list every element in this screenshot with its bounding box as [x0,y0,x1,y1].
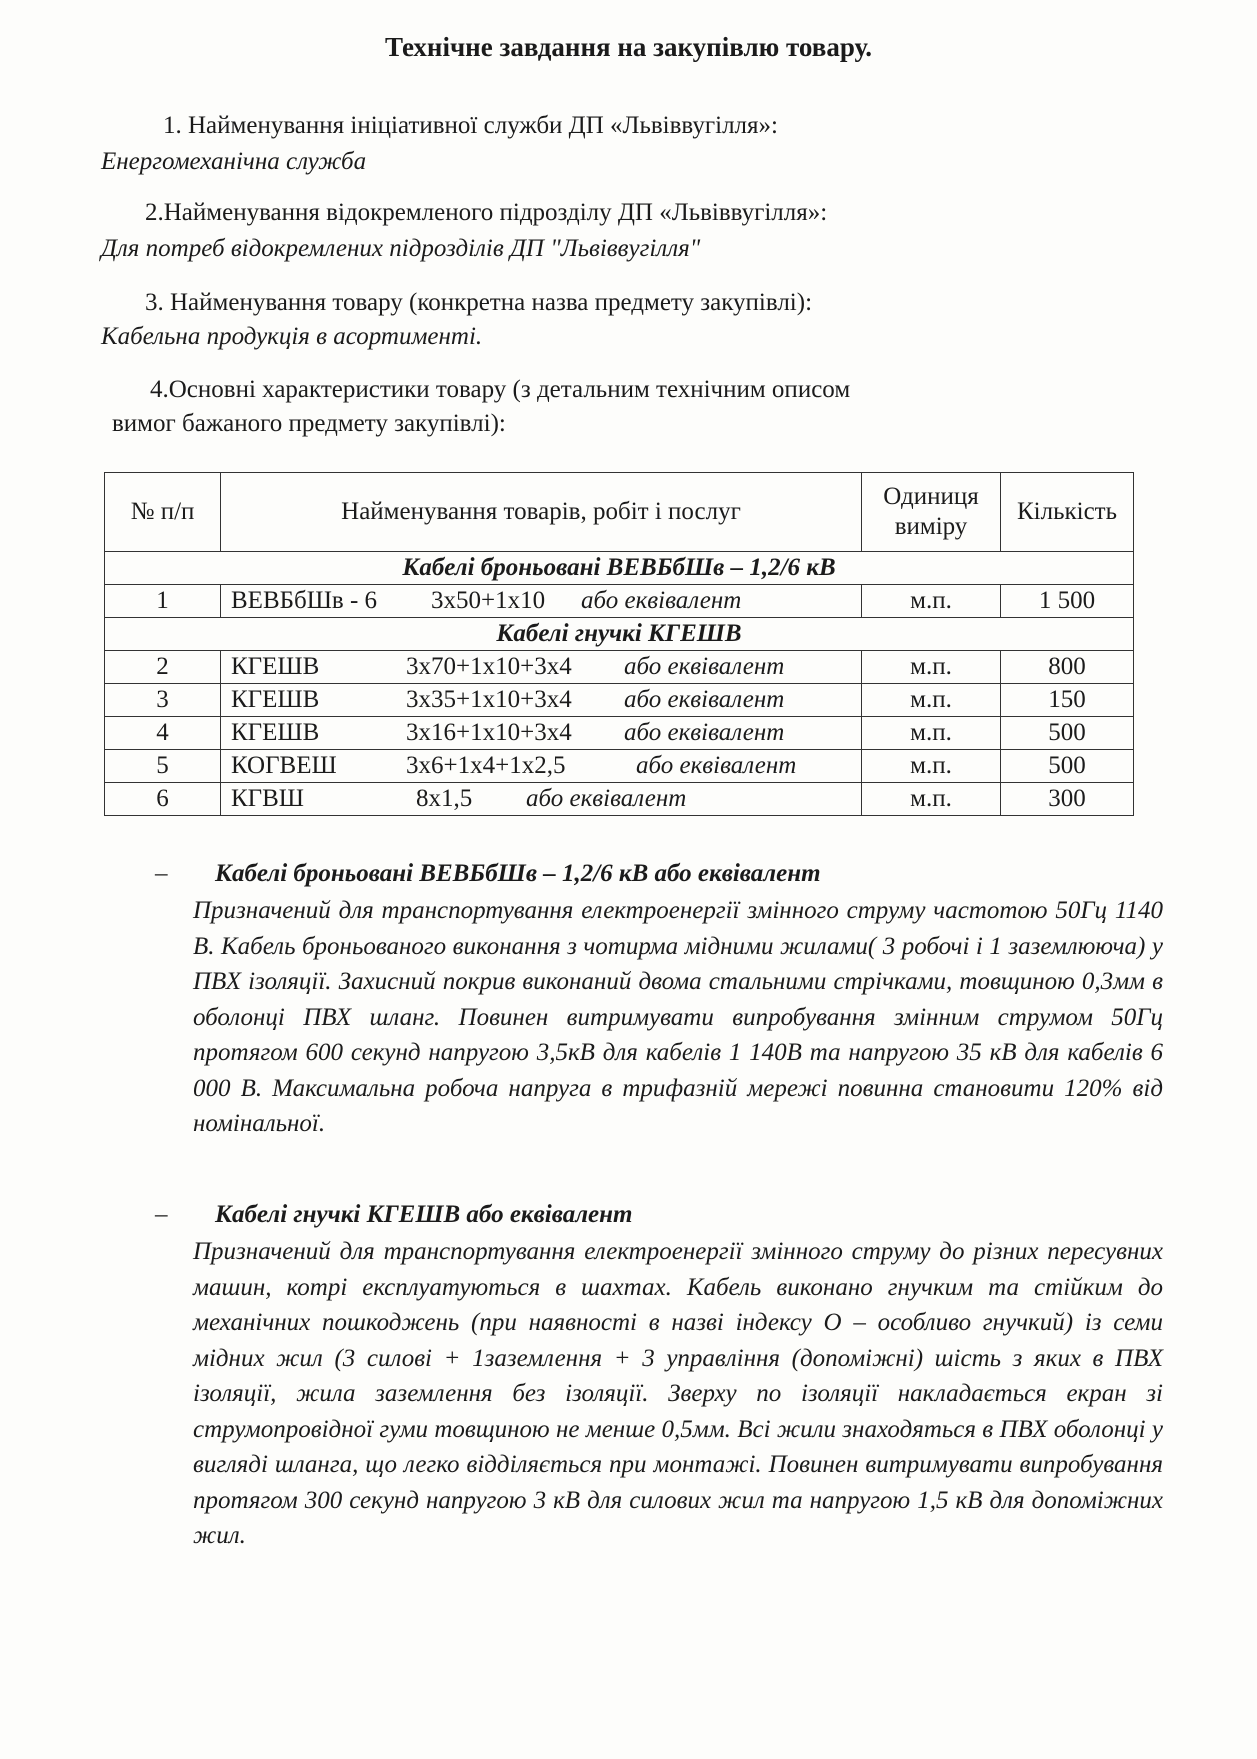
row-num: 3 [105,684,221,717]
row-spec: 8х1,5 [416,785,473,812]
row-qty: 300 [1001,783,1134,816]
row-unit: м.п. [862,783,1001,816]
row-name [221,585,862,618]
bullet-2-text: Призначений для транспортування електроенергії змінного струму до різних пересувних машин, котрі експлуатуються в шахтах. Кабель виконано гнучким та стійким до механічних пошкоджень (при наявності в назві індексу О – особливо гнучкий) із семи мідних жил (3 силові + 1заземлення + 3 управління (допоміжні) шість з яких в ПВХ ізоляції, жила заземлення без ізоляції. Зверху по ізоляції накладається екран зі струмопровідної гуми товщиною не менше 0,5мм. Всі жили знаходяться в ПВХ оболонці у вигляді шланга, що легко відділяється при монтажі. Повинен витримувати випробування протягом 300 секунд напругою 3 кВ для силових жил та напругою 1,5 кВ для допоміжних жил. [193,1238,1163,1549]
section-4-heading-line2: вимог бажаного предмету закупівлі): [112,410,506,437]
header-unit [862,473,1001,552]
header-unit-line2: виміру [894,513,968,540]
row-equiv: або еквівалент [624,686,785,713]
row-num: 5 [105,750,221,783]
row-unit: м.п. [862,750,1001,783]
row-equiv: або еквівалент [526,785,687,812]
bullet-1-dash: – [155,860,168,887]
row-qty: 500 [1001,750,1134,783]
section-1-value: Енергомеханічна служба [101,148,367,175]
section-2-heading: 2.Найменування відокремленого підрозділу ДП «Львіввугілля»: [145,199,828,226]
bullet-2-dash: – [155,1201,168,1228]
row-equiv: або еквівалент [581,587,742,614]
row-unit: м.п. [862,651,1001,684]
row-qty: 1 500 [1001,585,1134,618]
row-unit: м.п. [862,684,1001,717]
row-type: КГЕШВ [231,719,320,746]
row-qty: 800 [1001,651,1134,684]
table-row [105,651,1134,684]
row-equiv: або еквівалент [636,752,797,779]
row-name [221,717,862,750]
table-row [105,585,1134,618]
group-heading-flexible: Кабелі гнучкі КГЕШВ [105,618,1134,651]
row-spec: 3х16+1х10+3х4 [406,719,572,746]
group-row [105,618,1134,651]
row-type: КГЕШВ [231,653,320,680]
header-num: № п/п [105,473,221,552]
table-row [105,684,1134,717]
group-row [105,552,1134,585]
group-heading-armored: Кабелі броньовані ВЕВБбШв – 1,2/6 кВ [105,552,1134,585]
row-name [221,783,862,816]
row-type: КГЕШВ [231,686,320,713]
bullet-1-text: Призначений для транспортування електроенергії змінного струму частотою 50Гц 1140 В. Кабель броньованого виконання з чотирма мідними жилами( 3 робочі і 1 заземлююча) у ПВХ ізоляції. Захисний покрив виконаний двома стальними стрічками, товщиною 0,3мм в оболонці ПВХ шланг. Повинен витримувати випробування змінним струмом 50Гц протягом 600 секунд напругою 3,5кВ для кабелів 1 140В та напругою 35 кВ для кабелів 6 000 В. Максимальна робоча напруга в трифазній мережі повинна становити 120% від номінальної. [193,897,1163,1137]
header-unit-line1: Одиниця [883,483,979,510]
section-2-value: Для потреб відокремлених підрозділів ДП "Львіввугілля" [101,235,701,262]
header-qty: Кількість [1001,473,1134,552]
section-4-heading-line1: 4.Основні характеристики товару (з детальним технічним описом [150,376,851,403]
row-type: ВЕВБбШв - 6 [231,587,378,614]
section-1-heading: 1. Найменування ініціативної служби ДП «Львіввугілля»: [163,112,778,139]
row-spec: 3х70+1х10+3х4 [406,653,572,680]
specification-table [104,472,1134,816]
header-name: Найменування товарів, робіт і послуг [221,473,862,552]
table-header-row [105,473,1134,552]
bullet-1-heading: Кабелі броньовані ВЕВБбШв – 1,2/6 кВ або еквівалент [215,860,821,887]
row-qty: 500 [1001,717,1134,750]
row-name [221,651,862,684]
bullet-2-heading: Кабелі гнучкі КГЕШВ або еквівалент [215,1201,633,1228]
row-unit: м.п. [862,717,1001,750]
row-num: 4 [105,717,221,750]
table-row [105,717,1134,750]
section-3-value: Кабельна продукція в асортименті. [101,323,483,350]
row-qty: 150 [1001,684,1134,717]
row-spec: 3х6+1х4+1х2,5 [406,752,566,779]
section-3-heading: 3. Найменування товару (конкретна назва предмету закупівлі): [145,289,813,316]
row-name [221,684,862,717]
row-equiv: або еквівалент [624,719,785,746]
document-title: Технічне завдання на закупівлю товару. [384,32,873,62]
row-unit: м.п. [862,585,1001,618]
row-num: 1 [105,585,221,618]
row-spec: 3х50+1х10 [431,587,546,614]
row-spec: 3х35+1х10+3х4 [406,686,572,713]
row-num: 6 [105,783,221,816]
row-equiv: або еквівалент [624,653,785,680]
row-name [221,750,862,783]
row-type: КОГВЕШ [231,752,337,779]
row-type: КГВШ [231,785,305,812]
table-row [105,783,1134,816]
table-row [105,750,1134,783]
row-num: 2 [105,651,221,684]
